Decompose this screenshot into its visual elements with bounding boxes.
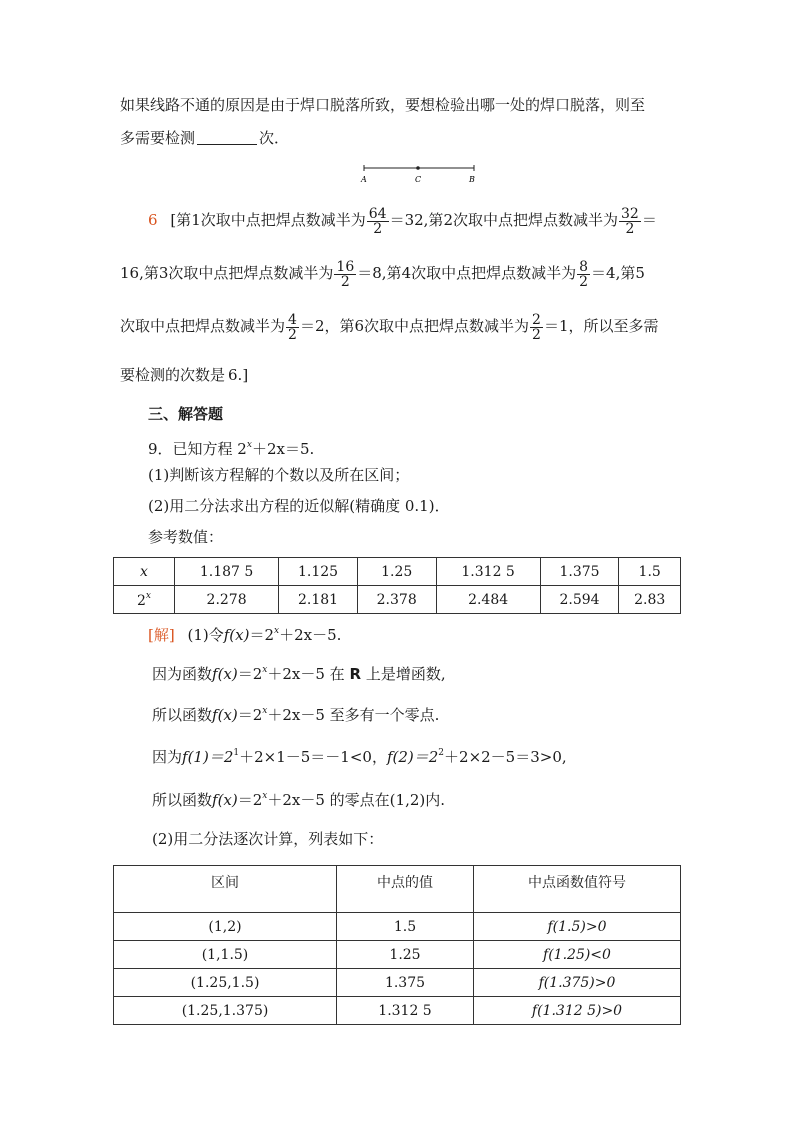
fraction-64-2: $\frac{64}{2}$ <box>368 205 387 237</box>
solution-line-2: 因为函数$f(x)=2^x+2x-5$ 在 R 上是增函数, <box>152 665 446 683</box>
intro-line-2-pre: 多需要检测 <box>120 129 196 147</box>
table-row: (1.25,1.5) 1.375 f(1.375)>0 <box>114 969 681 997</box>
fraction-16-2: $\frac{16}{2}$ <box>336 258 355 290</box>
table-row: (1,2) 1.5 f(1.5)>0 <box>114 913 681 941</box>
ref-row2-label: 2$^x$ <box>114 586 175 614</box>
table-row: (1.25,1.375) 1.312 5 f(1.312 5)>0 <box>114 997 681 1025</box>
bisection-table <box>113 865 681 1025</box>
segment-figure <box>360 160 480 186</box>
answer8-line-4: 要检测的次数是 6.] <box>120 366 249 384</box>
solution-tag: [解] <box>148 626 175 644</box>
solution-line-1: [解] (1)令$f(x)=2^x+2x-5$. <box>148 626 342 644</box>
reference-table <box>113 557 681 614</box>
fraction-2-2: $\frac{2}{2}$ <box>532 311 541 343</box>
solution-line-4: 因为$f(1)=2^1+2\times 1-5=-1<0$，$f(2)=2^2+2\times 2-5=3>0$, <box>152 748 567 766</box>
q9-part1: (1)判断该方程解的个数以及所在区间； <box>148 466 410 484</box>
table-header-row: 区间 中点的值 中点函数值符号 <box>114 866 681 913</box>
table-row: x 1.187 5 1.125 1.25 1.312 5 1.375 1.5 <box>114 558 681 586</box>
ref-row1-label: x <box>114 558 175 586</box>
label-a: A <box>361 175 367 184</box>
segment-midpoint <box>416 166 420 170</box>
fraction-32-2: $\frac{32}{2}$ <box>621 205 639 237</box>
table-row: (1,1.5) 1.25 f(1.25)<0 <box>114 941 681 969</box>
section-heading: 三、解答题 <box>148 405 224 423</box>
fraction-4-2: $\frac{4}{2}$ <box>288 311 297 343</box>
answer8-number: 6 <box>148 211 158 229</box>
fraction-8-2: $\frac{8}{2}$ <box>579 258 589 290</box>
q9-ref-label: 参考数值： <box>148 528 224 546</box>
solution-line-6: (2)用二分法逐次计算，列表如下： <box>152 830 384 848</box>
intro-line-2-post: 次． <box>259 129 290 147</box>
intro-line-2 <box>120 127 289 149</box>
answer-blank <box>197 128 257 145</box>
answer8-line-1: 6 [第1次取中点把焊点数减半为 $\frac{64}{2}$ ＝32,第2次取中点把焊点数减半为 $\frac{32}{2}$ ＝ <box>148 205 657 237</box>
label-c: C <box>415 175 422 184</box>
solution-line-3: 所以函数$f(x)=2^x+2x-5$ 至多有一个零点. <box>152 706 440 724</box>
answer8-line-2: 16,第3次取中点把焊点数减半为 $\frac{16}{2}$ ＝8,第4次取中点把焊点数减半为 $\frac{8}{2}$ ＝4,第5 <box>120 258 645 290</box>
q9-part2: (2)用二分法求出方程的近似解(精确度 0.1)． <box>148 497 450 515</box>
solution-line-5: 所以函数$f(x)=2^x+2x-5$ 的零点在(1,2)内. <box>152 791 446 809</box>
q9-stem: 9．已知方程 $2^x+2x=5$. <box>148 440 315 458</box>
intro-line-1: 如果线路不通的原因是由于焊口脱落所致，要想检验出哪一处的焊口脱落，则至 <box>120 96 646 114</box>
table-row: 2$^x$ 2.278 2.181 2.378 2.484 2.594 2.83 <box>114 586 681 614</box>
answer8-line-3: 次取中点把焊点数减半为 $\frac{4}{2}$ ＝2，第6次取中点把焊点数减半为 $\frac{2}{2}$ ＝1，所以至多需 <box>120 311 659 343</box>
label-b: B <box>469 175 475 184</box>
